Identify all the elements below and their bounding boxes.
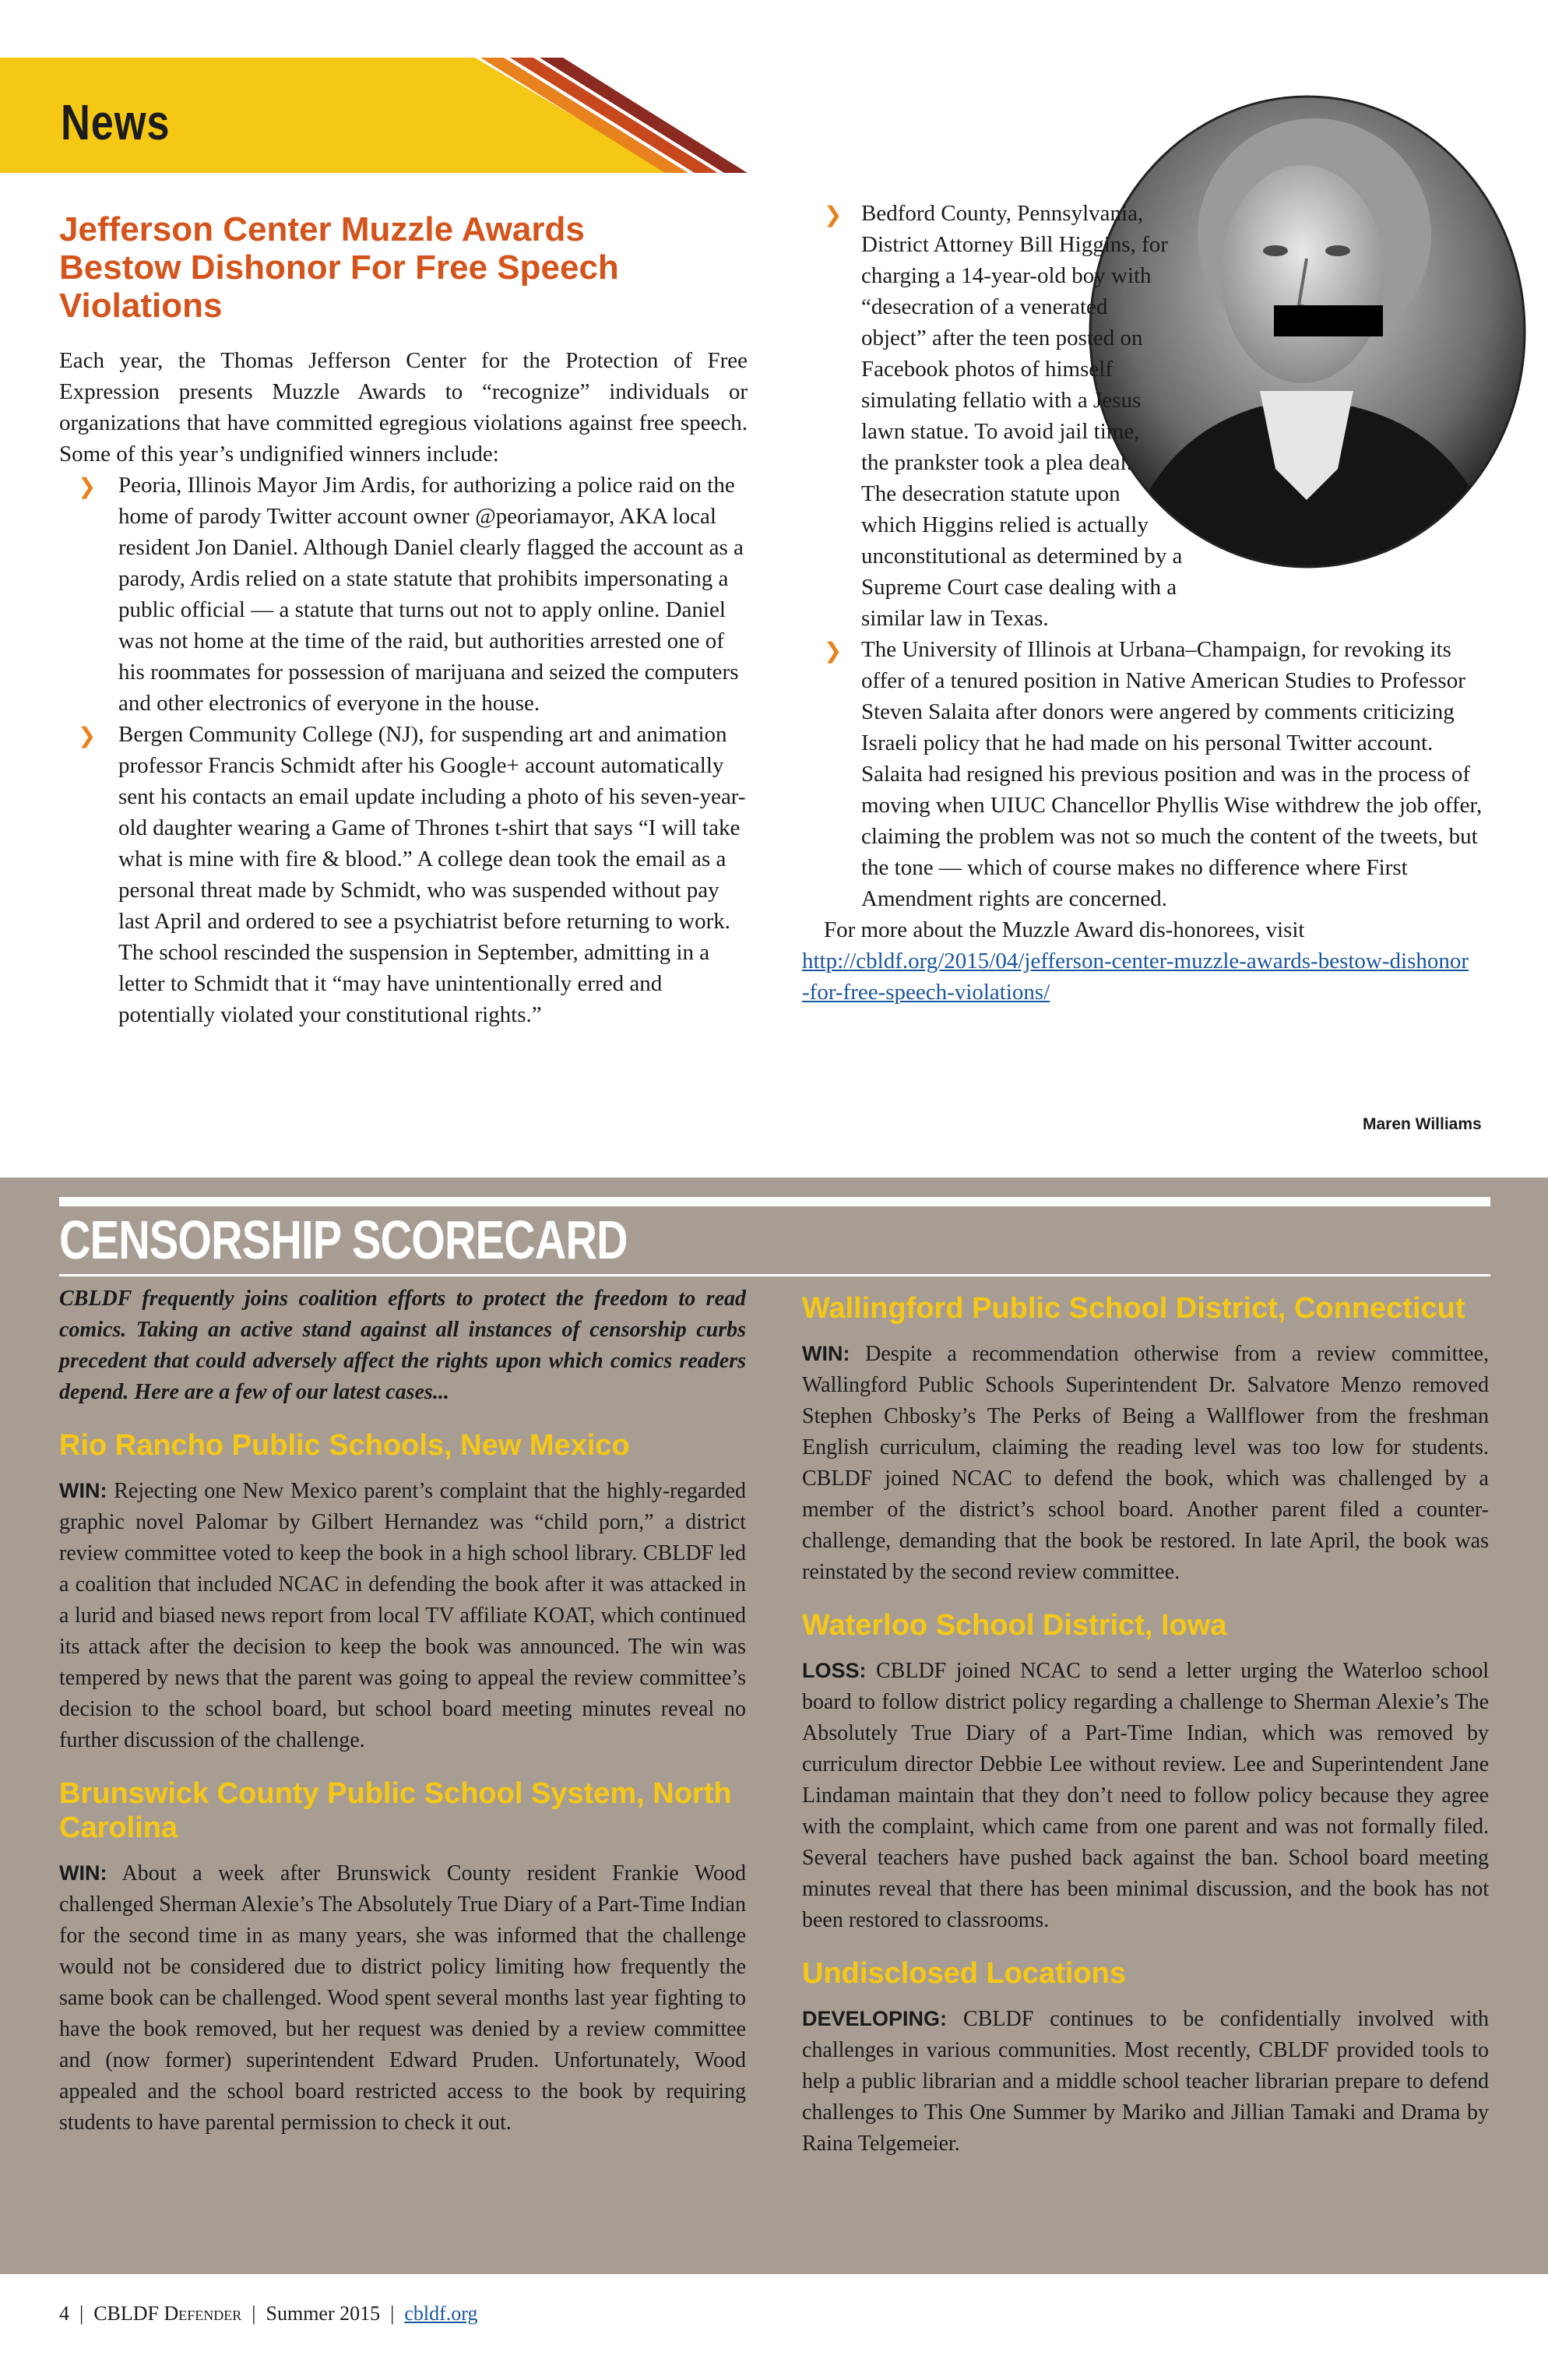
case-body: LOSS: CBLDF joined NCAC to send a letter urging the Waterloo school board to follow district policy regarding a challenge to Sherman Alexie’s The Absolutely True Diary of a Part-Time Indian, which was removed by curriculum director Debbie Lee without review. Lee and Superintendent Jane Lindaman maintain that they don’t need to follow policy because they agree with the complaint, which came from one parent and was not formally filed. Several teachers have pushed back against the ban. School board meeting minutes reveal that there has been minimal discussion, and the book has not been restored to classrooms. (802, 1659, 1490, 1932)
page-footer (59, 2302, 477, 2325)
case-status: LOSS: (802, 1659, 867, 1682)
list-item: ❯ Bedford County, Pennsylvania, District Attorney Bill Higgins, for charging a 14-year-old boy with “desecration of a venerated object” after the teen posted on Facebook photos of himself simulating fellatio with a Jesus lawn statue. To avoid jail time, the prankster took a plea deal. The desecration statute upon which Higgins relied is actually unconstitutional as determined by a Supreme Court case dealing with a similar law in Texas. (824, 201, 1183, 631)
case-body: WIN: About a week after Brunswick County resident Frankie Wood challenged Sherman Alexie’s The Absolutely True Diary of a Part-Time Indian for the second time in as many years, she was informed that the challenge would not be considered due to district policy limiting how frequently the same book can be challenged. Wood spent several months last year fighting to have the book removed, but her request was denied by a review committee and (now former) superintendent Edward Pruden. Unfortunately, Wood appealed and the school board restricted access to the book by requiring students to have parental permission to check it out. (59, 1861, 746, 2135)
article-intro: Each year, the Thomas Jefferson Center for the Protection of Free Expression presents Muzzle Awards to “recognize” individuals or organizations that have committed egregious violations against free speech. Some of this year’s undignified winners include: (59, 348, 748, 466)
case-status: WIN: (59, 1861, 107, 1885)
case-body: DEVELOPING: CBLDF continues to be confidentially involved with challenges in various communities. Most recently, CBLDF provided tools to help a public librarian and a middle school teacher librarian prepare to defend challenges to This One Summer by Mariko and Jillian Tamaki and Drama by Raina Telgemeier. (802, 2007, 1489, 2156)
list-item: ❯ Peoria, Illinois Mayor Jim Ardis, for authorizing a police raid on the home of parody Twitter account owner @peoriamayor, AKA local resident Jon Daniel. Although Daniel clearly flagged the account as a parody, Ardis relied on a state statute that prohibits impersonating a public official — a statute that turns out not to apply online. Daniel was not home at the time of the raid, but authorities arrested one of his roommates for possession of marijuana and seized the computers and other electronics of everyone in the house. (78, 473, 744, 716)
publication-name: CBLDF Defender (93, 2302, 242, 2325)
article-title: Jefferson Center Muzzle Awards Bestow Dishonor For Free Speech Violations (59, 210, 619, 325)
muzzle-list-left (0, 470, 748, 1030)
article-right-column (802, 198, 1489, 1008)
more-info: For more about the Muzzle Award dis-honorees, visit (824, 917, 1305, 942)
scorecard-title-rule (59, 1274, 1490, 1276)
page-number: 4 (59, 2302, 69, 2325)
scorecard-top-rule (59, 1197, 1490, 1206)
chevron-right-icon: ❯ (824, 202, 843, 227)
muzzle-list-right (802, 198, 1489, 914)
author-credit: Maren Williams (1363, 1115, 1482, 1133)
case-status: DEVELOPING: (802, 2007, 948, 2030)
footer-separator: | (385, 2302, 405, 2325)
scorecard-title: CENSORSHIP SCORECARD (59, 1209, 628, 1270)
article-link[interactable]: http://cbldf.org/2015/04/jefferson-center-muzzle-awards-bestow-dishonor-for-free-speech-violations/ (802, 949, 1469, 1005)
case-status: WIN: (59, 1479, 107, 1502)
chevron-right-icon: ❯ (824, 638, 843, 664)
case-heading: Waterloo School District, Iowa (802, 1609, 1227, 1642)
section-label: News (61, 94, 171, 150)
case-body: WIN: Rejecting one New Mexico parent’s complaint that the highly-regarded graphic novel Palomar by Gilbert Hernandez was “child porn,” a district review committee voted to keep the book in a high school library. CBLDF led a coalition that included NCAC in defending the book after it was attacked in a lurid and biased news report from local TV affiliate KOAT, which continued its attack after the decision to keep the book was announced. The win was tempered by news that the parent was going to appeal the review committee’s decision to the school board, but school board meeting minutes reveal no further discussion of the challenge. (59, 1479, 747, 1752)
footer-separator: | (246, 2302, 266, 2325)
list-item: ❯ The University of Illinois at Urbana–Champaign, for revoking its offer of a tenured position in Native American Studies to Professor Steven Salaita after donors were angered by comments criticizing Israeli policy that he had made on his personal Twitter account. Salaita had resigned his previous position and was in the process of moving when UIUC Chancellor Phyllis Wise withdrew the job offer, claiming the problem was not so much the content of the tweets, but the tone — which of course makes no difference where First Amendment rights are concerned. (824, 637, 1483, 911)
article-left-column (59, 210, 748, 1030)
case-heading: Brunswick County Public School System, North Carolina (59, 1777, 732, 1844)
scorecard-intro: CBLDF frequently joins coalition efforts to protect the freedom to read comics. Taking an active stand against all instances of censorship curbs precedent that could adversely affect the rights upon which comics readers depend. Here are a few of our latest cases... (59, 1287, 746, 1404)
scorecard-right-column (802, 1291, 1489, 2160)
case-status: WIN: (802, 1342, 850, 1365)
list-item: ❯ Bergen Community College (NJ), for suspending art and animation professor Francis Schmidt after his Google+ account automatically sent his contacts an email update including a photo of his seven-year-old daughter wearing a Game of Thrones t-shirt that says “I will take what is mine with fire & blood.” A college dean took the email as a personal threat made by Schmidt, who was suspended without pay last April and ordered to see a psychiatrist before returning to work. The school rescinded the suspension in September, admitting in a letter to Schmidt that it “may have unintentionally erred and potentially violated your constitutional rights.” (78, 722, 746, 1027)
chevron-right-icon: ❯ (78, 723, 97, 748)
site-link[interactable]: cbldf.org (404, 2302, 478, 2325)
scorecard-left-column (59, 1283, 746, 2139)
issue-date: Summer 2015 (266, 2302, 381, 2325)
chevron-right-icon: ❯ (78, 474, 97, 499)
footer-separator: | (74, 2302, 94, 2325)
case-heading: Rio Rancho Public Schools, New Mexico (59, 1429, 630, 1462)
case-heading: Wallingford Public School District, Connecticut (802, 1292, 1465, 1325)
case-heading: Undisclosed Locations (802, 1957, 1126, 1990)
case-body: WIN: Despite a recommendation otherwise from a review committee, Wallingford Public Schools Superintendent Dr. Salvatore Menzo removed Stephen Chbosky’s The Perks of Being a Wallflower from the freshman English curriculum, claiming the reading level was too low for students. CBLDF joined NCAC to defend the book, which was challenged by a member of the district’s school board. Another parent filed a counter-challenge, demanding that the book be restored. In late April, the book was reinstated by the second review committee. (802, 1342, 1489, 1584)
